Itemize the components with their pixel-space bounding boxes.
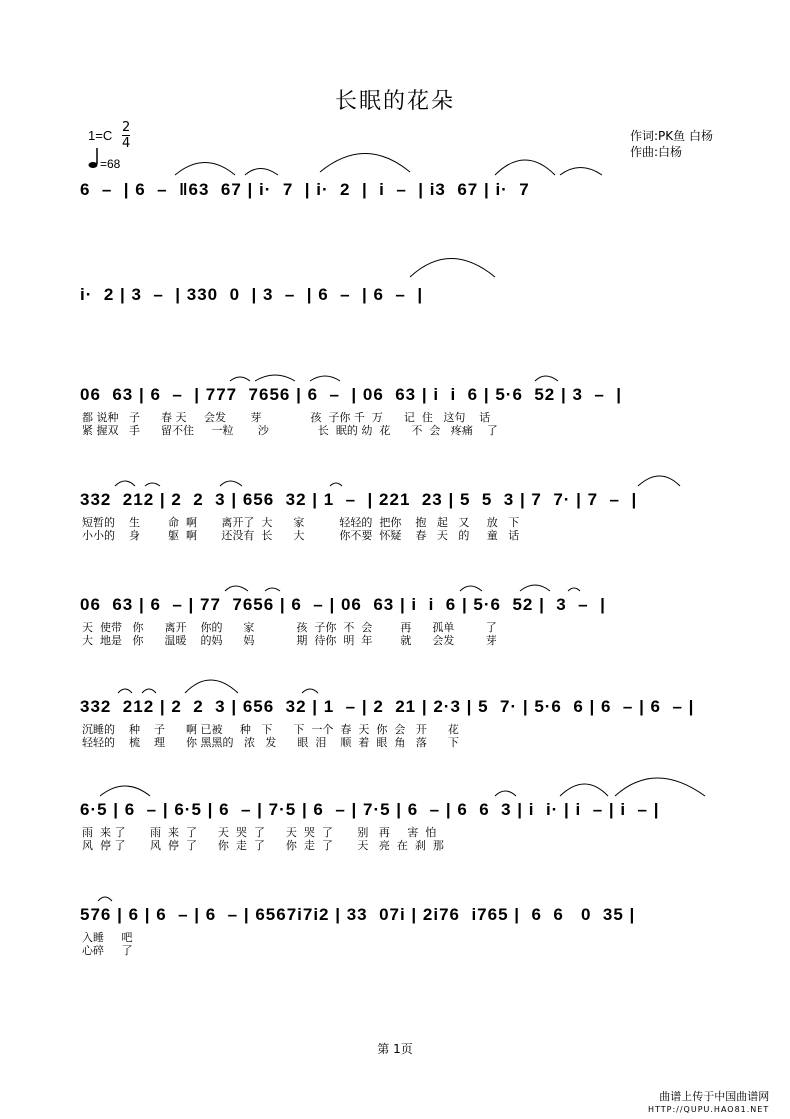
score-row-7 <box>80 800 730 860</box>
notation-line: 332 212 | 2 2 3 | 656 32 | 1 – | 2 21 | 2·3 | 5 7· | 5·6 6 | 6 – | 6 – | <box>80 697 695 716</box>
lyric-verse-2: 大 地是 你 温暖 的妈 妈 期 待你 明 年 就 会发 芽 <box>82 634 497 647</box>
notation-line: 6 – | 6 – ‖63 67 | i· 7 | i· 2 | i – | i3 67 | i· 7 <box>80 180 530 199</box>
notation-line: 6·5 | 6 – | 6·5 | 6 – | 7·5 | 6 – | 7·5 | 6 – | 6 6 3 | i i· | i – | i – | <box>80 800 660 819</box>
lyricist-credit: 作词:PK鱼 白杨 <box>630 129 713 143</box>
lyric-verse-1: 天 使带 你 离开 你的 家 孩 子你 不 会 再 孤单 了 <box>82 621 497 634</box>
lyric-verse-1: 都 说种 子 春 天 会发 芽 孩 子你 千 万 记 住 这句 话 <box>82 411 491 424</box>
song-title: 长眠的花朵 <box>334 89 455 114</box>
notation-line: 332 212 | 2 2 3 | 656 32 | 1 – | 221 23 | 5 5 3 | 7 7· | 7 – | <box>80 490 638 509</box>
notation-line: 06 63 | 6 – | 777 7656 | 6 – | 06 63 | i i 6 | 5·6 52 | 3 – | <box>80 385 623 404</box>
time-signature <box>122 120 130 151</box>
time-signature-bottom: 4 <box>122 136 131 151</box>
score-row-5 <box>80 595 730 655</box>
notation-line: i· 2 | 3 – | 330 0 | 3 – | 6 – | 6 – | <box>80 285 424 304</box>
notation-line: 576 | 6 | 6 – | 6 – | 6567i7i2 | 33 07i | 2i76 i765 | 6 6 0 35 | <box>80 905 636 924</box>
tempo-marking: =68 <box>100 157 121 171</box>
lyric-verse-1: 入睡 吧 <box>82 931 133 944</box>
lyric-verse-2: 小小的 身 躯 啊 还没有 长 大 你不要 怀疑 春 天 的 童 话 <box>82 529 520 542</box>
lyric-verse-2: 轻轻的 梳 理 你 黑黑的 浓 发 眼 泪 顺 着 眼 角 落 下 <box>82 736 459 749</box>
score-row-8 <box>80 905 730 965</box>
watermark-line-2: HTTP://QUPU.HAO81.NET <box>648 1105 770 1114</box>
watermark <box>648 1090 769 1116</box>
score-row-6 <box>80 697 730 757</box>
score-row-1 <box>80 180 730 210</box>
score-row-2 <box>80 285 730 315</box>
key-signature: 1=C <box>88 128 113 143</box>
credits <box>630 128 713 160</box>
lyric-verse-2: 心碎 了 <box>82 944 133 957</box>
composer-credit: 作曲:白杨 <box>630 145 683 159</box>
page-number: 第 1页 <box>377 1042 413 1056</box>
lyric-verse-2: 风 停 了 风 停 了 你 走 了 你 走 了 天 亮 在 刹 那 <box>82 839 444 852</box>
notation-line: 06 63 | 6 – | 77 7656 | 6 – | 06 63 | i i 6 | 5·6 52 | 3 – | <box>80 595 606 614</box>
lyric-verse-1: 雨 来 了 雨 来 了 天 哭 了 天 哭 了 别 再 害 怕 <box>82 826 437 839</box>
lyric-verse-1: 短暂的 生 命 啊 离开了 大 家 轻轻的 把你 抱 起 又 放 下 <box>82 516 520 529</box>
lyric-verse-2: 紧 握双 手 留不住 一粒 沙 长 眠的 幼 花 不 会 疼痛 了 <box>82 424 498 437</box>
score-row-3 <box>80 385 730 445</box>
time-signature-top: 2 <box>122 120 131 135</box>
score-row-4 <box>80 490 730 550</box>
lyric-verse-1: 沉睡的 种 子 啊 已被 种 下 下 一个 春 天 你 会 开 花 <box>82 723 459 736</box>
watermark-line-1: 曲谱上传于中国曲谱网 <box>659 1090 770 1103</box>
